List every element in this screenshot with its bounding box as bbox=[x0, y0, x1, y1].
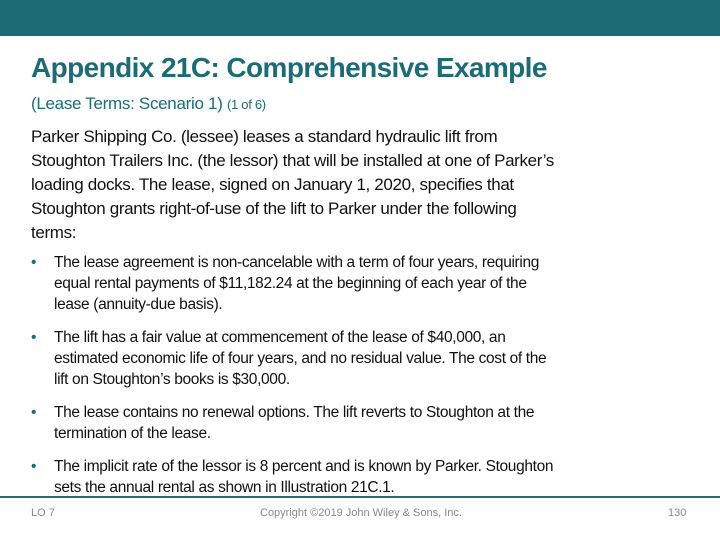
bullet-line: equal rental payments of $11,182.24 at the beginning of each year of the bbox=[54, 275, 527, 292]
bullet-line: The implicit rate of the lessor is 8 percent and is known by Parker. Stoughton bbox=[54, 458, 554, 475]
bullet-item bbox=[31, 456, 701, 498]
bullet-line: sets the annual rental as shown in Illustration 21C.1. bbox=[54, 479, 395, 496]
bullet-line: termination of the lease. bbox=[54, 425, 211, 442]
intro-line: Parker Shipping Co. (lessee) leases a standard hydraulic lift from bbox=[31, 127, 498, 146]
bullet-item bbox=[31, 327, 701, 390]
bullet-line: lease (annuity-due basis). bbox=[54, 296, 223, 313]
header-bar bbox=[0, 0, 720, 36]
intro-line: loading docks. The lease, signed on January 1, 2020, specifies that bbox=[31, 175, 514, 194]
copyright: Copyright ©2019 John Wiley & Sons, Inc. bbox=[260, 507, 462, 519]
bullet-line: estimated economic life of four years, and no residual value. The cost of the bbox=[54, 350, 547, 367]
bullet-item bbox=[31, 252, 701, 315]
intro-line: Stoughton grants right-of-use of the lift to Parker under the following bbox=[31, 199, 517, 218]
bullet-icon: • bbox=[31, 404, 37, 421]
slide-title: Appendix 21C: Comprehensive Example bbox=[31, 52, 547, 83]
bullet-line: The lease agreement is non-cancelable with a term of four years, requiring bbox=[54, 254, 540, 271]
bullet-line: The lift has a fair value at commencement of the lease of $40,000, an bbox=[54, 329, 506, 346]
footer-divider bbox=[0, 496, 720, 498]
bullet-icon: • bbox=[31, 458, 37, 475]
bullet-icon: • bbox=[31, 329, 37, 346]
subtitle-count: (1 of 6) bbox=[227, 97, 266, 112]
bullet-item bbox=[31, 402, 701, 444]
bullet-icon: • bbox=[31, 254, 37, 271]
slide-subtitle bbox=[31, 94, 266, 114]
page-number: 130 bbox=[668, 507, 687, 519]
intro-line: terms: bbox=[31, 223, 77, 242]
subtitle-text: (Lease Terms: Scenario 1) bbox=[31, 94, 223, 113]
bullet-line: The lease contains no renewal options. The lift reverts to Stoughton at the bbox=[54, 404, 535, 421]
intro-paragraph bbox=[31, 125, 554, 245]
learning-objective: LO 7 bbox=[31, 507, 55, 519]
intro-line: Stoughton Trailers Inc. (the lessor) that will be installed at one of Parker’s bbox=[31, 151, 554, 170]
bullet-line: lift on Stoughton’s books is $30,000. bbox=[54, 371, 290, 388]
bullet-list bbox=[31, 252, 701, 510]
